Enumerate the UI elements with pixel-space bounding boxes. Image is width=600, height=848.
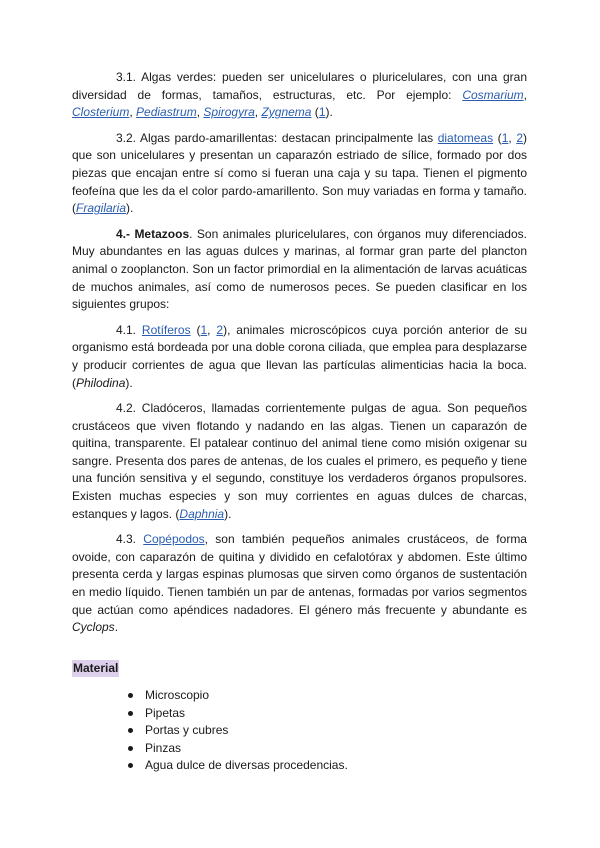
link-copepodos[interactable]: Copépodos — [143, 532, 205, 547]
paragraph-4: 4.- Metazoos. Son animales pluricelulares, con órganos muy diferenciados. Muy abundantes en las aguas dulces y marinas, al formar gran parte del plancton animal o zooplancton. Son un factor primordial en la alimentación de larvas acuáticas de muchos animales, así como de numerosos peces. Se pueden clasificar en los siguientes grupos: — [72, 226, 527, 312]
paragraph-4-2: 4.2. Cladóceros, llamadas corrientemente pulgas de agua. Son pequeños crustáceos que viven flotando y nadando en las algas. Tienen un caparazón de quitina, transparente. El patalear continuo del animal tiene como misión oxigenar su sangre. Presenta dos pares de antenas, de los cuales el primero, es pequeño y tiene una función sensitiva y el segundo, constituye los verdaderos órganos propulsores. Existen muchas especies y son muy corrientes en aguas dulces de charcas, estanques y lagos. (Daphnia). — [72, 401, 527, 521]
ref-link-1[interactable]: 1 — [318, 105, 326, 120]
list-item: Agua dulce de diversas procedencias. — [128, 757, 348, 775]
paragraph-3-1: 3.1. Algas verdes: pueden ser unicelulares o pluricelulares, con una gran diversidad de formas, tamaños, estructuras, etc. Por ejemplo: Cosmarium, Closterium, Pediastrum, Spirogyra, Zygnema (1). — [72, 70, 527, 120]
ref-link-2[interactable]: 2 — [216, 322, 224, 337]
link-cosmarium[interactable]: Cosmarium — [462, 87, 524, 102]
paragraph-4-1: 4.1. Rotíferos (1, 2), animales microscópicos cuya porción anterior de su organismo está bordeada por una doble corona ciliada, que emplea para desplazarse y producir corrientes de agua que llevan las partículas alimenticias hacia la boca. (Philodina). — [72, 322, 527, 390]
link-diatomeas[interactable]: diatomeas — [437, 130, 494, 145]
list-item: Portas y cubres — [128, 722, 348, 740]
material-heading: Material — [73, 661, 119, 675]
ref-link-1[interactable]: 1 — [501, 130, 509, 145]
material-list — [128, 687, 348, 775]
paragraph-4-3: 4.3. Copépodos, son también pequeños animales crustáceos, de forma ovoide, con caparazón de quitina y dividido en cefalotórax y abdomen. Este último presenta cerda y largas espinas plumosas que sirven como órganos de sustentación en medio líquido. Tienen también un par de antenas, formadas por varios segmentos que actúan como apéndices nadadores. El género más frecuente y abundante es Cyclops. — [72, 532, 527, 635]
link-daphnia[interactable]: Daphnia — [179, 506, 225, 521]
link-rotiferos[interactable]: Rotíferos — [141, 322, 191, 337]
list-item: Pipetas — [128, 705, 348, 723]
link-fragilaria[interactable]: Fragilaria — [76, 201, 127, 216]
link-pediastrum[interactable]: Pediastrum — [136, 105, 197, 120]
link-closterium[interactable]: Closterium — [72, 105, 130, 120]
link-zygnema[interactable]: Zygnema — [261, 105, 312, 120]
paragraph-3-2: 3.2. Algas pardo-amarillentas: destacan principalmente las diatomeas (1, 2) que son unicelulares y presentan un caparazón estriado de sílice, formado por dos piezas que encajan entre sí como si fueran una caja y su tapa. Tienen el pigmento feofeína que les da el color pardo-amarillento. Son muy variadas en forma y tamaño. (Fragilaria). — [72, 130, 527, 216]
ref-link-1[interactable]: 1 — [200, 322, 208, 337]
link-spirogyra[interactable]: Spirogyra — [203, 105, 255, 120]
ref-link-2[interactable]: 2 — [516, 130, 523, 145]
list-item: Microscopio — [128, 687, 348, 705]
body-text — [72, 69, 527, 645]
list-item: Pinzas — [128, 740, 348, 758]
